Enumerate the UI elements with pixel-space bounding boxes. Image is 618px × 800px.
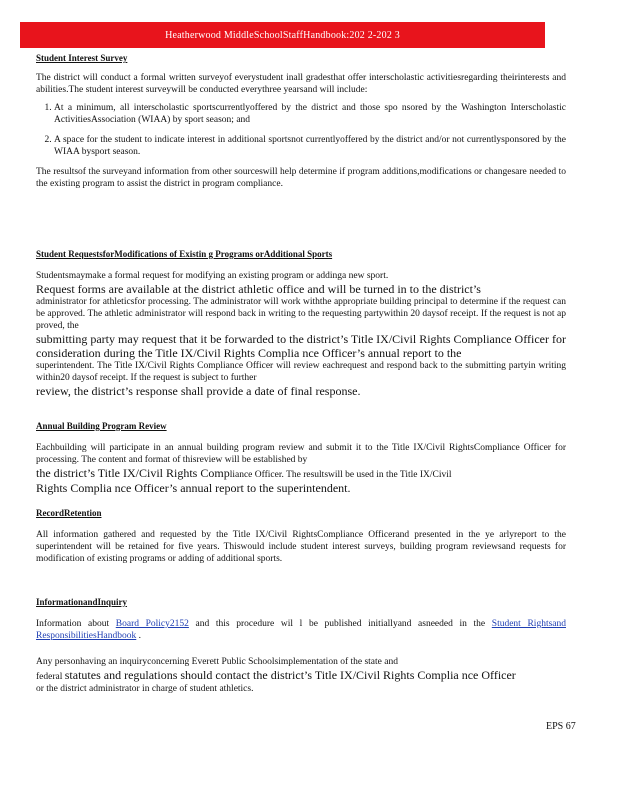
section-information-inquiry bbox=[36, 596, 566, 695]
text-fragment: statutes and regulations should contact the district’s Title IX/Civil Rights Complia nce Officer bbox=[64, 668, 516, 682]
section-annual-program-review bbox=[36, 420, 566, 495]
paragraph-fragment: the district’s Title IX/Civil Rights Comp bbox=[36, 466, 230, 480]
list-item: 1. At a minimum, all interscholastic sportscurrentlyoffered by the district and those spo nsored by the Washington Interscholastic ActivitiesAssociation (WIAA) by sport season; and bbox=[54, 102, 566, 126]
paragraph-line: Rights Complia nce Officer’s annual report to the superintendent. bbox=[36, 481, 351, 495]
list-item: 2. A space for the student to indicate interest in additional sportsnot currentlyoffered by the district and/or not currentlysponsored by the WIAA bysport season. bbox=[54, 134, 566, 158]
page-number: EPS 67 bbox=[546, 721, 576, 732]
survey-list bbox=[36, 102, 566, 158]
paragraph-line bbox=[36, 668, 566, 683]
paragraph-line: submitting party may request that it be forwarded to the district’s Title IX/Civil Rights Compliance Officer for consideration during the Title IX/Civil Rights Complia nce Officer’s annual report to the bbox=[36, 332, 566, 360]
paragraph-line: Studentsmaymake a formal request for modifying an existing program or addinga new sport. bbox=[36, 271, 389, 281]
section-requests-modifications bbox=[36, 248, 566, 398]
section-heading: RecordRetention bbox=[36, 508, 102, 518]
paragraph-line bbox=[36, 466, 566, 481]
paragraph-line: review, the district’s response shall provide a date of final response. bbox=[36, 384, 361, 398]
header-title: Heatherwood MiddleSchoolStaffHandbook:202 2-202 3 bbox=[165, 29, 400, 41]
paragraph-line: Any personhaving an inquiryconcerning Everett Public Schoolsimplementation of the state and bbox=[36, 657, 398, 667]
section-student-interest-survey bbox=[36, 52, 566, 190]
paragraph-line: or the district administrator in charge of student athletics. bbox=[36, 684, 254, 694]
paragraph-line: Eachbuilding will participate in an annual building program review and submit it to the Title IX/Civil RightsCompliance Officer for processing. The content and format of thisreview will be established by bbox=[36, 443, 566, 465]
text-fragment: federal bbox=[36, 672, 65, 682]
board-policy-link[interactable]: Board Policy2152 bbox=[115, 619, 189, 629]
text-fragment: Information about bbox=[36, 619, 116, 629]
paragraph-line: administrator for athleticsfor processing. The administrator will work withthe appropriate building principal to determine if the request can be approved. The athletic administrator will respond back in writing to the requesting partywithin 20 daysof receipt. If the request is not ap proved, the bbox=[36, 297, 566, 331]
paragraph-fragment: liance Officer. The resultswill be used in the Title IX/Civil bbox=[229, 470, 452, 480]
handbook-header-bar bbox=[20, 22, 545, 48]
retention-paragraph: All information gathered and requested by the Title IX/Civil RightsCompliance Officerand presented in the ye arlyreport to the superintendent will be retained for five years. Thiswould include student interest surveys, building program reviewsand requests for modification of existing programs or adding of additional sports. bbox=[36, 530, 566, 564]
text-fragment: and this procedure wil l be published initiallyand asneeded in the bbox=[188, 619, 492, 629]
handbook-link[interactable]: Student Rightsand ResponsibilitiesHandbook bbox=[36, 619, 566, 641]
publication-paragraph bbox=[36, 618, 566, 642]
text-fragment: . bbox=[136, 631, 142, 641]
survey-intro: The district will conduct a formal written surveyof everystudent inall gradesthat offer interscholastic activitiesregarding theirinterests and abilities.The student interest surveywill be conducted everythree yearsand will include: bbox=[36, 73, 566, 95]
section-heading: Student RequestsforModifications of Existin g Programs orAdditional Sports bbox=[36, 249, 333, 259]
section-heading: Student Interest Survey bbox=[36, 53, 128, 63]
paragraph-line: superintendent. The Title IX/Civil Rights Compliance Officer will review eachrequest and respond back to the submitting partyin writing within20 daysof receipt. If the request is subject to further bbox=[36, 361, 566, 383]
survey-outro: The resultsof the surveyand information from other sourceswill help determine if program additions,modifications or changesare needed to the existing program to assist the district in program compliance. bbox=[36, 167, 566, 189]
section-record-retention bbox=[36, 507, 566, 565]
paragraph-line: Request forms are available at the district athletic office and will be turned in to the district’s bbox=[36, 282, 481, 296]
section-heading: Annual Building Program Review bbox=[36, 421, 167, 431]
section-heading: InformationandInquiry bbox=[36, 597, 128, 607]
